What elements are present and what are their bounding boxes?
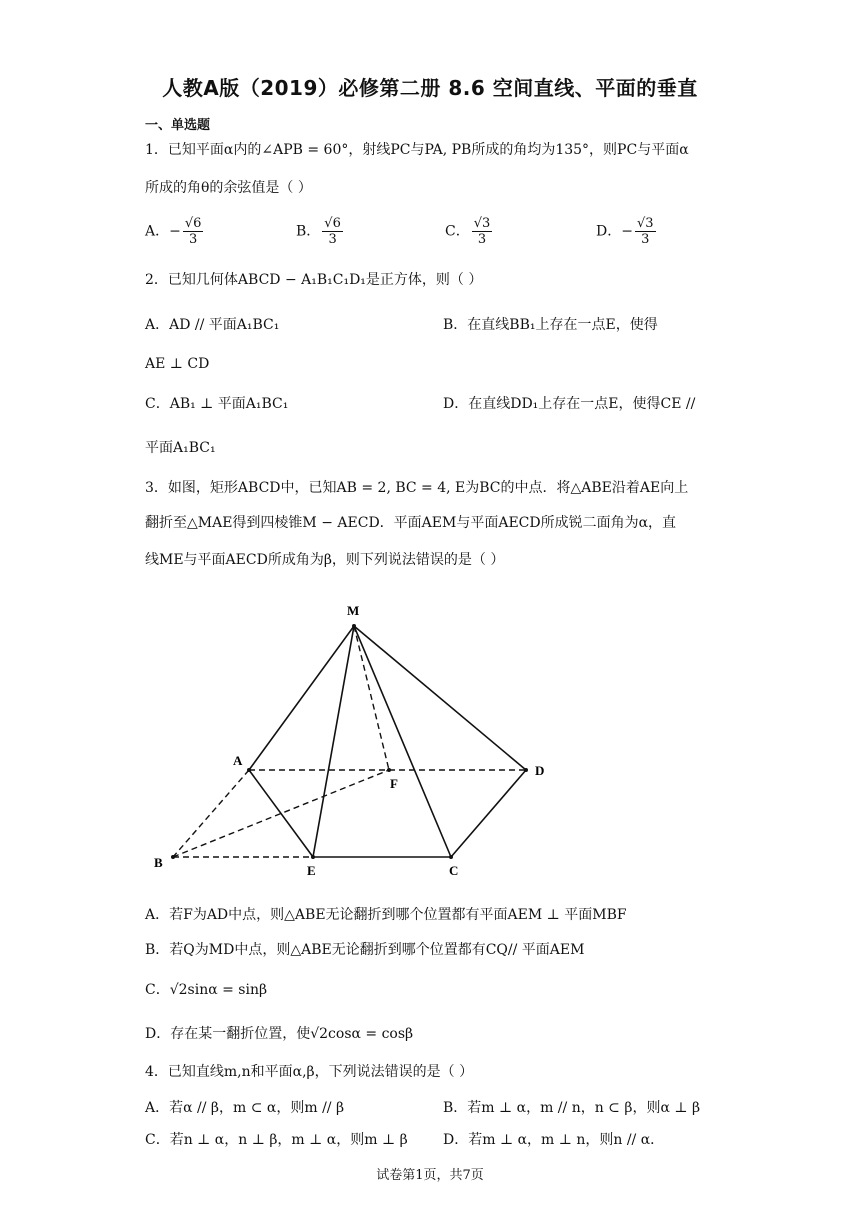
q1-stem-line1: 1．已知平面α内的∠APB = 60°，射线PC与PA, PB所成的角均为135°，则PC与平面α — [145, 142, 689, 158]
q1-option-d: D．− $\frac{√3}{3}$ — [596, 216, 654, 247]
q3-option-c: C．√2sinα = sinβ — [145, 982, 268, 998]
q1-option-b: B． $\frac{√6}{3}$ — [296, 216, 341, 247]
q4-option-a: A．若α // β，m ⊂ α，则m // β — [145, 1100, 345, 1116]
q3-stem-line1: 3．如图，矩形ABCD中，已知AB = 2, BC = 4, E为BC的中点．将△ABE沿着AE向上 — [145, 480, 689, 496]
fraction: $\frac{√3}{3}$ — [473, 216, 491, 247]
q4-stem: 4．已知直线m,n和平面α,β，下列说法错误的是（ ） — [145, 1064, 474, 1080]
fraction: $\frac{√3}{3}$ — [636, 216, 654, 247]
q3-stem-line3: 线ME与平面AECD所成角为β，则下列说法错误的是（ ） — [145, 552, 505, 568]
edge-MA — [249, 626, 354, 770]
label-B: B — [154, 855, 163, 870]
edge-MD — [354, 626, 526, 770]
q2-option-a: A．AD // 平面A₁BC₁ — [145, 317, 280, 333]
label-C: C — [449, 863, 459, 878]
q3-stem-line2: 翻折至△MAE得到四棱锥M − AECD．平面AEM与平面AECD所成锐二面角为α，直 — [145, 515, 677, 531]
fraction: $\frac{√6}{3}$ — [324, 216, 341, 247]
label-M: M — [347, 603, 360, 618]
label-E: E — [307, 863, 316, 878]
label-A: A — [233, 753, 243, 768]
q4-option-d: D．若m ⊥ α，m ⊥ n，则n // α． — [443, 1132, 665, 1148]
q1-stem-line2: 所成的角θ的余弦值是（ ） — [145, 180, 312, 196]
edge-MC — [354, 626, 451, 857]
label-F: F — [390, 776, 398, 791]
pyramid-figure — [140, 595, 560, 885]
q4-option-b: B．若m ⊥ α，m // n，n ⊂ β，则α ⊥ β — [443, 1100, 701, 1116]
page-footer: 试卷第1页，共7页 — [376, 1168, 484, 1183]
q2-stem: 2．已知几何体ABCD − A₁B₁C₁D₁是正方体，则（ ） — [145, 272, 483, 288]
q3-option-a: A．若F为AD中点，则△ABE无论翻折到哪个位置都有平面AEM ⊥ 平面MBF — [145, 907, 627, 923]
q1-option-c: C． $\frac{√3}{3}$ — [445, 216, 491, 247]
q1-option-a: A．− $\frac{√6}{3}$ — [145, 216, 202, 247]
document-title: 人教A版（2019）必修第二册 8.6 空间直线、平面的垂直 — [162, 76, 698, 100]
edge-AB-dashed — [173, 770, 249, 857]
q2-option-d: D．在直线DD₁上存在一点E，使得CE // — [443, 396, 696, 412]
q2-option-c: C．AB₁ ⊥ 平面A₁BC₁ — [145, 396, 289, 412]
q2-option-d-cont: 平面A₁BC₁ — [145, 440, 216, 456]
q3-option-d: D．存在某一翻折位置，使√2cosα = cosβ — [145, 1026, 414, 1042]
q2-option-b: B．在直线BB₁上存在一点E，使得 — [443, 317, 658, 333]
edge-CD — [451, 770, 526, 857]
label-D: D — [535, 763, 545, 778]
q3-option-b: B．若Q为MD中点，则△ABE无论翻折到哪个位置都有CQ// 平面AEM — [145, 942, 585, 958]
edge-AE — [249, 770, 313, 857]
q4-option-c: C．若n ⊥ α，n ⊥ β，m ⊥ α，则m ⊥ β — [145, 1132, 408, 1148]
section-heading: 一、单选题 — [145, 118, 211, 133]
fraction: $\frac{√6}{3}$ — [184, 216, 202, 247]
edge-ME — [313, 626, 354, 857]
q2-option-b-cont: AE ⊥ CD — [145, 356, 210, 372]
